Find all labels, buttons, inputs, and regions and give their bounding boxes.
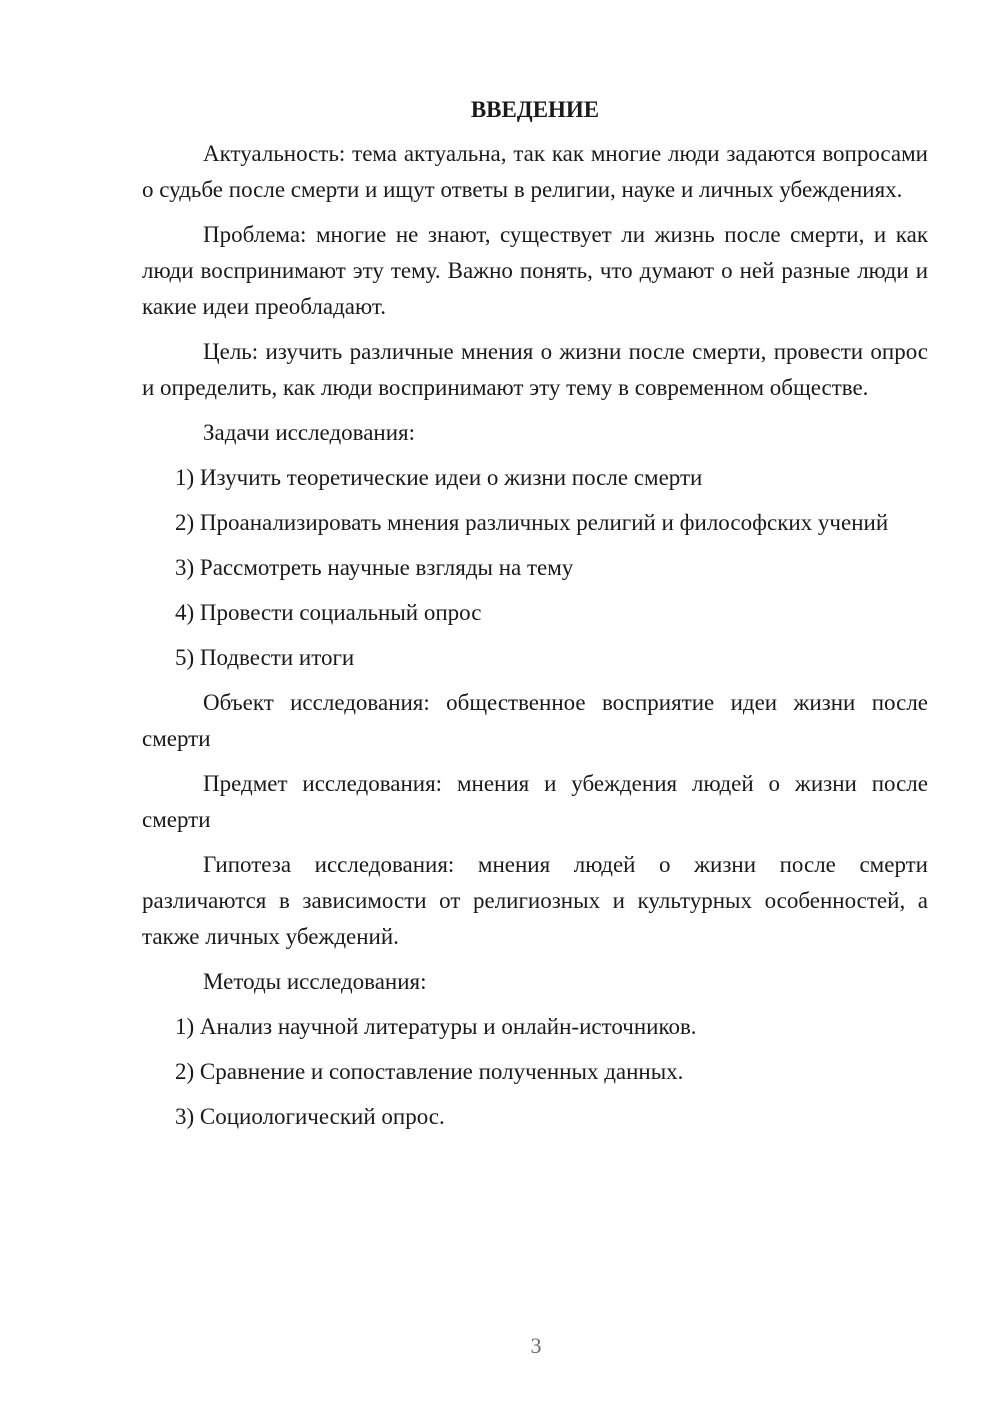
subject-paragraph: Предмет исследования: мнения и убеждения людей о жизни после смерти	[142, 771, 928, 832]
goal-paragraph: Цель: изучить различные мнения о жизни после смерти, провести опрос и определить, как люди воспринимают эту тему в современном обществе.	[142, 339, 928, 400]
relevance-paragraph: Актуальность: тема актуальна, так как многие люди задаются вопросами о судьбе после смерти и ищут ответы в религии, науке и личных убеждениях.	[142, 141, 928, 202]
document-page	[142, 92, 928, 1144]
problem-paragraph: Проблема: многие не знают, существует ли жизнь после смерти, и как люди воспринимают эту тему. Важно понять, что думают о ней разные люди и какие идеи преобладают.	[142, 222, 928, 319]
task-item: 1) Изучить теоретические идеи о жизни после смерти	[175, 465, 703, 490]
section-title: ВВЕДЕНИЕ	[470, 97, 600, 122]
task-item: 2) Проанализировать мнения различных религий и философских учений	[175, 510, 889, 535]
task-item: 4) Провести социальный опрос	[175, 600, 482, 625]
method-item: 1) Анализ научной литературы и онлайн-источников.	[175, 1014, 697, 1039]
task-item: 5) Подвести итоги	[175, 645, 355, 670]
method-item: 2) Сравнение и сопоставление полученных данных.	[175, 1059, 684, 1084]
task-item: 3) Рассмотреть научные взгляды на тему	[175, 555, 574, 580]
page-number: 3	[530, 1333, 542, 1358]
tasks-heading: Задачи исследования:	[203, 420, 416, 445]
methods-heading: Методы исследования:	[203, 969, 427, 994]
object-paragraph: Объект исследования: общественное восприятие идеи жизни после смерти	[142, 690, 928, 751]
method-item: 3) Социологический опрос.	[175, 1104, 445, 1129]
hypothesis-paragraph: Гипотеза исследования: мнения людей о жизни после смерти различаются в зависимости от религиозных и культурных особенностей, а также личных убеждений.	[142, 852, 928, 949]
